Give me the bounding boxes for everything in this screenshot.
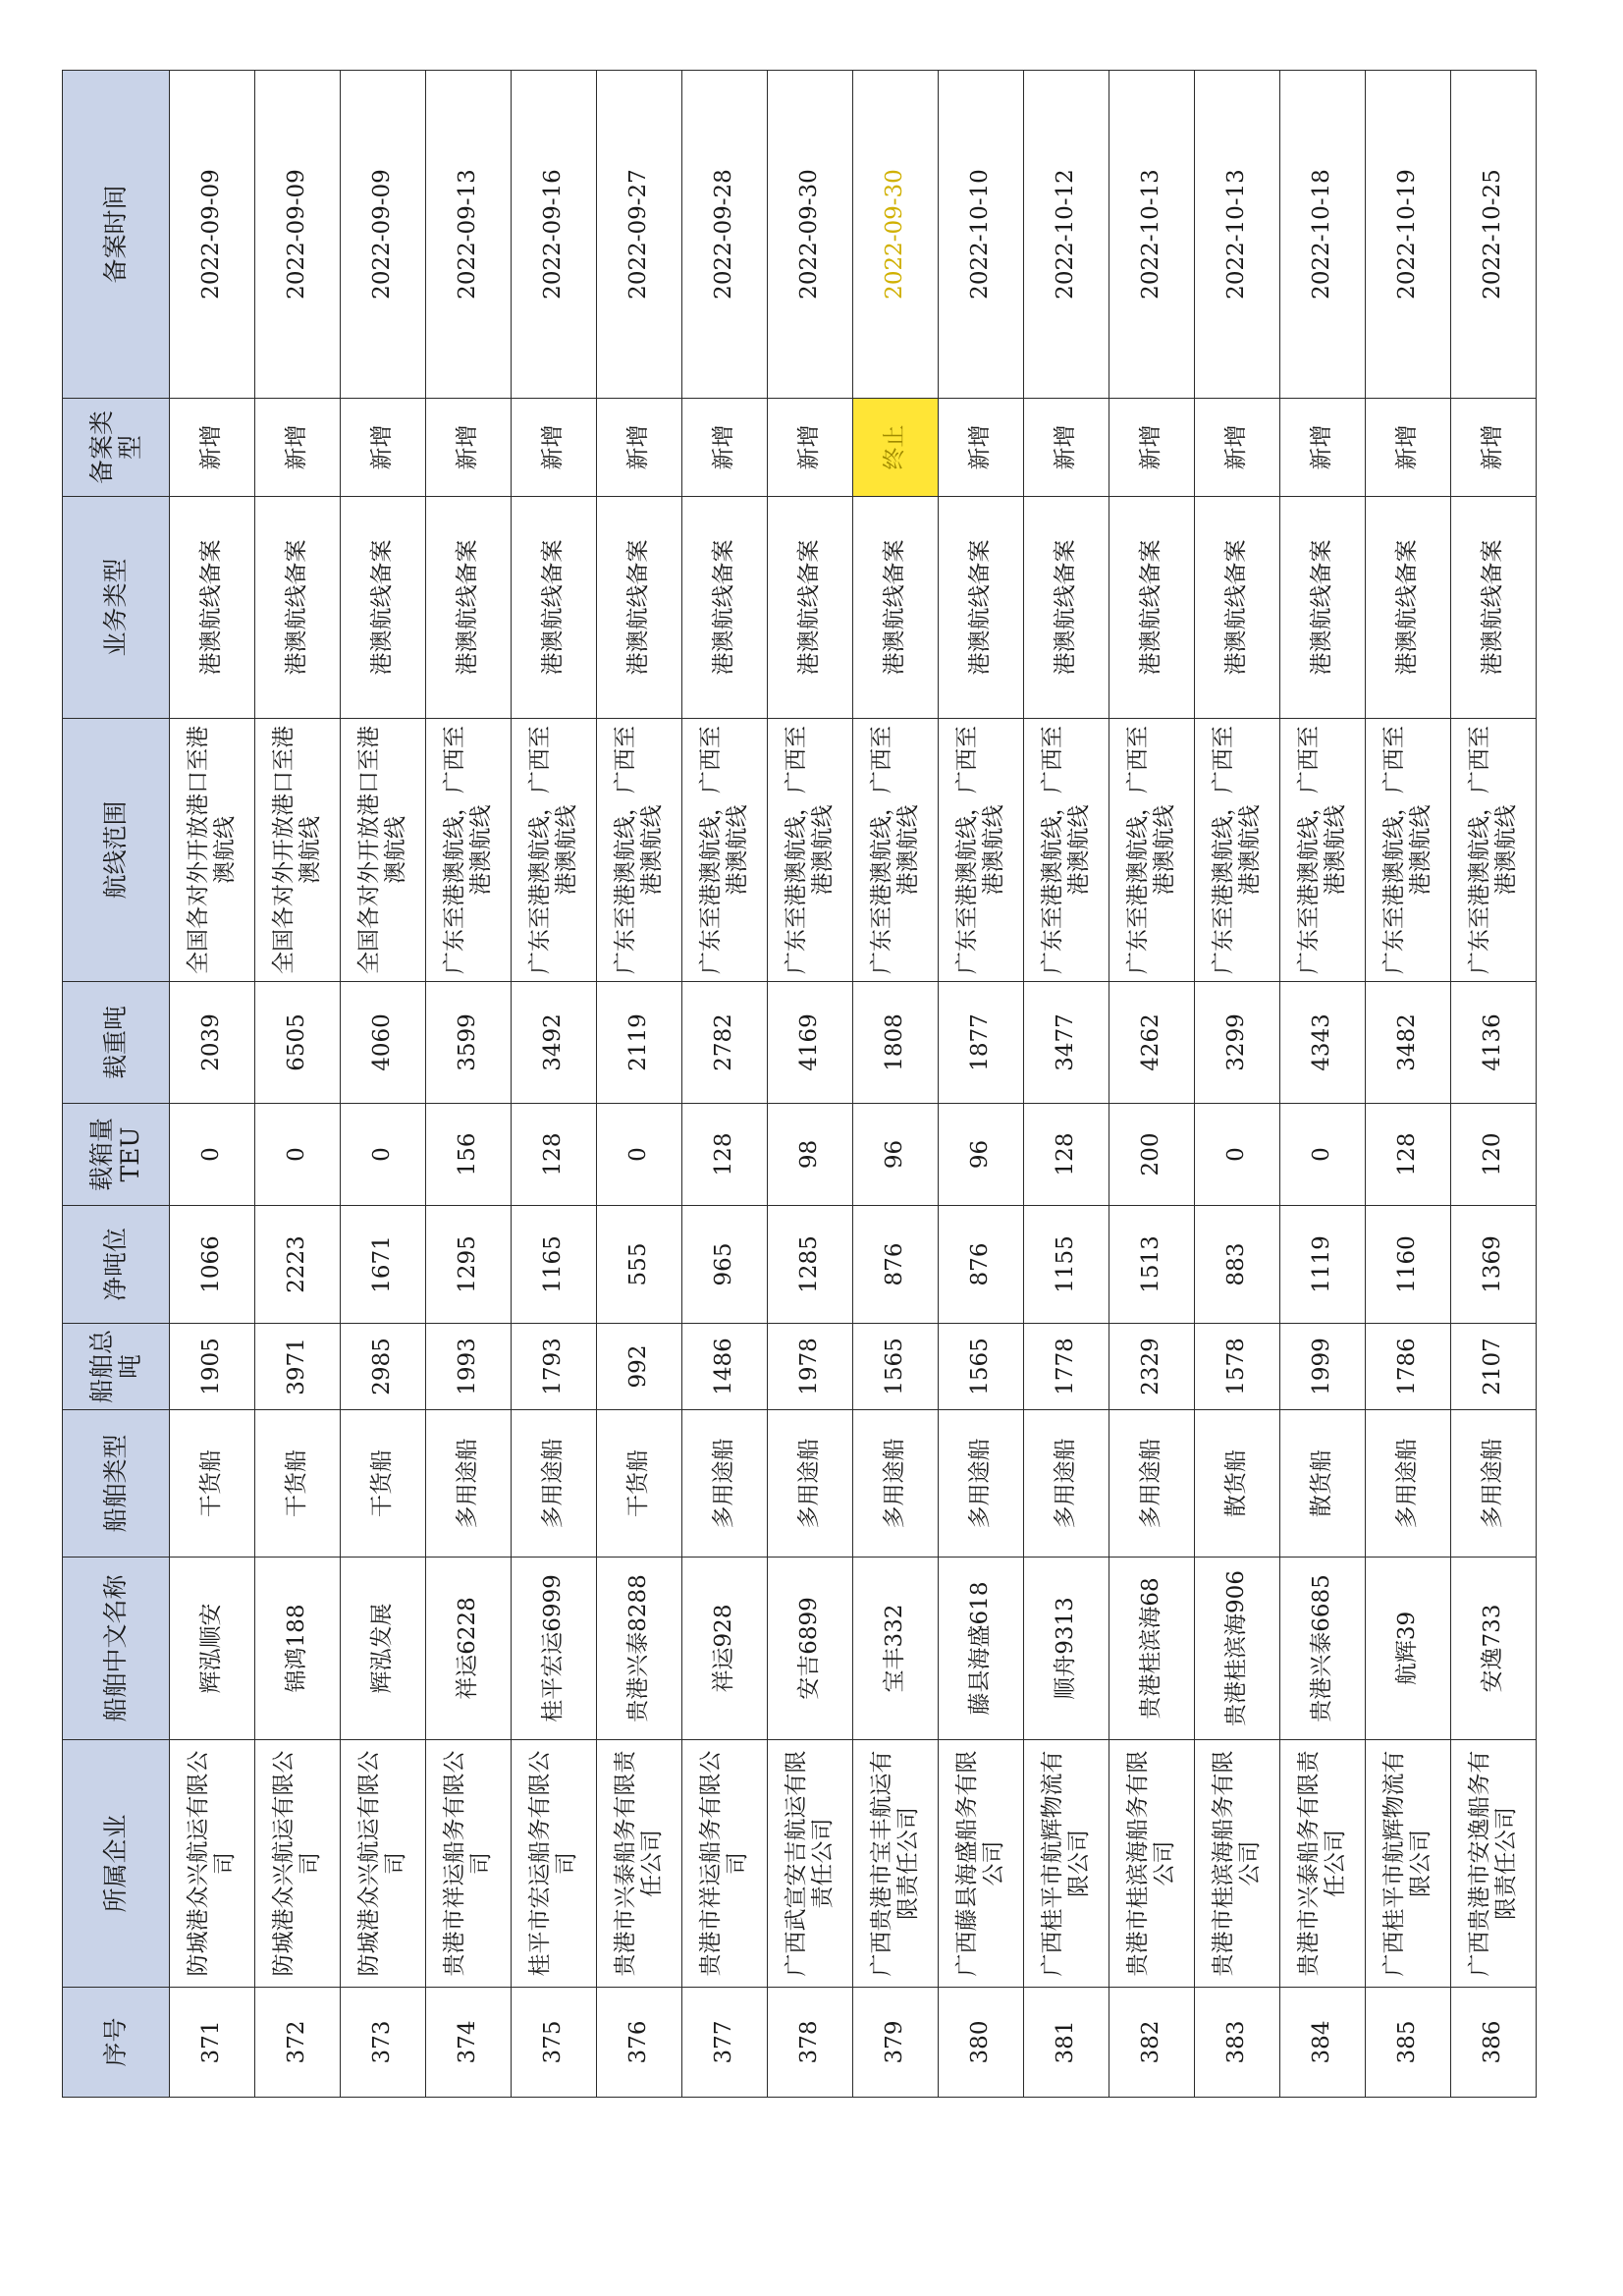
company-name: 贵港市桂滨海船务有限公司 bbox=[1195, 1740, 1280, 1988]
table-row bbox=[1280, 71, 1366, 2098]
teu-capacity: 128 bbox=[682, 1104, 768, 1206]
record-date: 2022-09-30 bbox=[853, 71, 939, 399]
row-number: 386 bbox=[1451, 1988, 1537, 2098]
gross-tonnage: 992 bbox=[597, 1324, 682, 1410]
filing-table bbox=[62, 70, 1537, 2098]
row-number: 383 bbox=[1195, 1988, 1280, 2098]
teu-capacity: 0 bbox=[1280, 1104, 1366, 1206]
row-number: 372 bbox=[255, 1988, 341, 2098]
record-date: 2022-10-12 bbox=[1024, 71, 1109, 399]
business-type: 港澳航线备案 bbox=[682, 497, 768, 719]
table-row bbox=[597, 71, 682, 2098]
gross-tonnage: 2329 bbox=[1109, 1324, 1195, 1410]
record-type: 新增 bbox=[768, 399, 853, 497]
record-type: 新增 bbox=[597, 399, 682, 497]
ship-type: 干货船 bbox=[597, 1410, 682, 1558]
route-scope: 广东至港澳航线，广西至港澳航线 bbox=[1366, 719, 1451, 982]
route-scope: 全国各对外开放港口至港澳航线 bbox=[341, 719, 426, 982]
record-date: 2022-10-13 bbox=[1195, 71, 1280, 399]
row-number: 376 bbox=[597, 1988, 682, 2098]
gross-tonnage: 1999 bbox=[1280, 1324, 1366, 1410]
header-teu: 载箱量TEU bbox=[63, 1104, 170, 1206]
net-tonnage: 2223 bbox=[255, 1206, 341, 1324]
gross-tonnage: 1578 bbox=[1195, 1324, 1280, 1410]
route-scope: 广东至港澳航线，广西至港澳航线 bbox=[1109, 719, 1195, 982]
route-scope: 广东至港澳航线，广西至港澳航线 bbox=[853, 719, 939, 982]
ship-type: 散货船 bbox=[1280, 1410, 1366, 1558]
teu-capacity: 128 bbox=[1366, 1104, 1451, 1206]
ship-type: 多用途船 bbox=[1366, 1410, 1451, 1558]
header-net-tonnage: 净吨位 bbox=[63, 1206, 170, 1324]
deadweight-tonnage: 6505 bbox=[255, 982, 341, 1104]
company-name: 防城港众兴航运有限公司 bbox=[170, 1740, 255, 1988]
record-date: 2022-10-18 bbox=[1280, 71, 1366, 399]
gross-tonnage: 3971 bbox=[255, 1324, 341, 1410]
ship-type: 多用途船 bbox=[512, 1410, 597, 1558]
row-number: 380 bbox=[939, 1988, 1024, 2098]
ship-type: 多用途船 bbox=[426, 1410, 512, 1558]
ship-name: 贵港兴泰6685 bbox=[1280, 1558, 1366, 1740]
company-name: 广西桂平市航辉物流有限公司 bbox=[1024, 1740, 1109, 1988]
deadweight-tonnage: 4060 bbox=[341, 982, 426, 1104]
header-ship-type: 船舶类型 bbox=[63, 1410, 170, 1558]
ship-type: 多用途船 bbox=[1024, 1410, 1109, 1558]
business-type: 港澳航线备案 bbox=[1451, 497, 1537, 719]
gross-tonnage: 1978 bbox=[768, 1324, 853, 1410]
gross-tonnage: 1486 bbox=[682, 1324, 768, 1410]
teu-capacity: 98 bbox=[768, 1104, 853, 1206]
company-name: 广西桂平市航辉物流有限公司 bbox=[1366, 1740, 1451, 1988]
company-name: 贵港市兴泰船务有限责任公司 bbox=[1280, 1740, 1366, 1988]
business-type: 港澳航线备案 bbox=[426, 497, 512, 719]
deadweight-tonnage: 2119 bbox=[597, 982, 682, 1104]
header-route: 航线范围 bbox=[63, 719, 170, 982]
teu-capacity: 0 bbox=[1195, 1104, 1280, 1206]
deadweight-tonnage: 4343 bbox=[1280, 982, 1366, 1104]
record-type: 新增 bbox=[1366, 399, 1451, 497]
gross-tonnage: 2107 bbox=[1451, 1324, 1537, 1410]
teu-capacity: 200 bbox=[1109, 1104, 1195, 1206]
row-number: 384 bbox=[1280, 1988, 1366, 2098]
ship-type: 多用途船 bbox=[853, 1410, 939, 1558]
table-row bbox=[426, 71, 512, 2098]
teu-capacity: 120 bbox=[1451, 1104, 1537, 1206]
route-scope: 全国各对外开放港口至港澳航线 bbox=[170, 719, 255, 982]
route-scope: 广东至港澳航线，广西至港澳航线 bbox=[1195, 719, 1280, 982]
ship-name: 安吉6899 bbox=[768, 1558, 853, 1740]
gross-tonnage: 1565 bbox=[853, 1324, 939, 1410]
net-tonnage: 1155 bbox=[1024, 1206, 1109, 1324]
route-scope: 广东至港澳航线，广西至港澳航线 bbox=[512, 719, 597, 982]
header-gross-tonnage: 船舶总吨 bbox=[63, 1324, 170, 1410]
net-tonnage: 1165 bbox=[512, 1206, 597, 1324]
gross-tonnage: 1993 bbox=[426, 1324, 512, 1410]
ship-name: 藤县海盛618 bbox=[939, 1558, 1024, 1740]
record-date: 2022-09-09 bbox=[341, 71, 426, 399]
table-row bbox=[341, 71, 426, 2098]
teu-capacity: 0 bbox=[255, 1104, 341, 1206]
record-type: 终止 bbox=[853, 399, 939, 497]
net-tonnage: 1369 bbox=[1451, 1206, 1537, 1324]
teu-capacity: 96 bbox=[939, 1104, 1024, 1206]
business-type: 港澳航线备案 bbox=[939, 497, 1024, 719]
row-number: 377 bbox=[682, 1988, 768, 2098]
deadweight-tonnage: 2782 bbox=[682, 982, 768, 1104]
ship-type: 干货船 bbox=[170, 1410, 255, 1558]
ship-type: 散货船 bbox=[1195, 1410, 1280, 1558]
record-type: 新增 bbox=[1280, 399, 1366, 497]
business-type: 港澳航线备案 bbox=[341, 497, 426, 719]
record-type: 新增 bbox=[512, 399, 597, 497]
ship-name: 祥运6228 bbox=[426, 1558, 512, 1740]
business-type: 港澳航线备案 bbox=[170, 497, 255, 719]
route-scope: 广东至港澳航线，广西至港澳航线 bbox=[426, 719, 512, 982]
route-scope: 广东至港澳航线，广西至港澳航线 bbox=[1451, 719, 1537, 982]
company-name: 防城港众兴航运有限公司 bbox=[341, 1740, 426, 1988]
row-number: 382 bbox=[1109, 1988, 1195, 2098]
record-date: 2022-09-09 bbox=[170, 71, 255, 399]
route-scope: 广东至港澳航线，广西至港澳航线 bbox=[768, 719, 853, 982]
table-row bbox=[170, 71, 255, 2098]
record-date: 2022-10-19 bbox=[1366, 71, 1451, 399]
ship-name: 顺舟9313 bbox=[1024, 1558, 1109, 1740]
record-type: 新增 bbox=[1109, 399, 1195, 497]
header-ship-name: 船舶中文名称 bbox=[63, 1558, 170, 1740]
deadweight-tonnage: 3599 bbox=[426, 982, 512, 1104]
route-scope: 广东至港澳航线，广西至港澳航线 bbox=[1024, 719, 1109, 982]
table-row bbox=[853, 71, 939, 2098]
table-row bbox=[682, 71, 768, 2098]
deadweight-tonnage: 3482 bbox=[1366, 982, 1451, 1104]
table-row bbox=[1451, 71, 1537, 2098]
deadweight-tonnage: 3299 bbox=[1195, 982, 1280, 1104]
table-header-row bbox=[63, 71, 170, 2098]
record-date: 2022-10-13 bbox=[1109, 71, 1195, 399]
record-type: 新增 bbox=[170, 399, 255, 497]
teu-capacity: 0 bbox=[341, 1104, 426, 1206]
teu-capacity: 128 bbox=[1024, 1104, 1109, 1206]
deadweight-tonnage: 1877 bbox=[939, 982, 1024, 1104]
net-tonnage: 1513 bbox=[1109, 1206, 1195, 1324]
record-date: 2022-10-25 bbox=[1451, 71, 1537, 399]
record-type: 新增 bbox=[682, 399, 768, 497]
business-type: 港澳航线备案 bbox=[1195, 497, 1280, 719]
teu-capacity: 0 bbox=[597, 1104, 682, 1206]
teu-capacity: 156 bbox=[426, 1104, 512, 1206]
net-tonnage: 876 bbox=[939, 1206, 1024, 1324]
ship-name: 航辉39 bbox=[1366, 1558, 1451, 1740]
ship-type: 多用途船 bbox=[1109, 1410, 1195, 1558]
business-type: 港澳航线备案 bbox=[1109, 497, 1195, 719]
ship-type: 干货船 bbox=[341, 1410, 426, 1558]
business-type: 港澳航线备案 bbox=[1024, 497, 1109, 719]
net-tonnage: 1295 bbox=[426, 1206, 512, 1324]
business-type: 港澳航线备案 bbox=[512, 497, 597, 719]
record-date: 2022-09-16 bbox=[512, 71, 597, 399]
header-no: 序号 bbox=[63, 1988, 170, 2098]
record-type: 新增 bbox=[426, 399, 512, 497]
ship-type: 多用途船 bbox=[1451, 1410, 1537, 1558]
record-type: 新增 bbox=[1024, 399, 1109, 497]
company-name: 广西武宣安吉航运有限责任公司 bbox=[768, 1740, 853, 1988]
record-type: 新增 bbox=[255, 399, 341, 497]
ship-name: 辉泓顺安 bbox=[170, 1558, 255, 1740]
deadweight-tonnage: 4136 bbox=[1451, 982, 1537, 1104]
teu-capacity: 128 bbox=[512, 1104, 597, 1206]
company-name: 贵港市祥运船务有限公司 bbox=[426, 1740, 512, 1988]
table-row bbox=[1366, 71, 1451, 2098]
gross-tonnage: 2985 bbox=[341, 1324, 426, 1410]
net-tonnage: 1671 bbox=[341, 1206, 426, 1324]
company-name: 广西贵港市宝丰航运有限责任公司 bbox=[853, 1740, 939, 1988]
record-type: 新增 bbox=[1451, 399, 1537, 497]
deadweight-tonnage: 3492 bbox=[512, 982, 597, 1104]
gross-tonnage: 1905 bbox=[170, 1324, 255, 1410]
company-name: 贵港市祥运船务有限公司 bbox=[682, 1740, 768, 1988]
deadweight-tonnage: 4262 bbox=[1109, 982, 1195, 1104]
route-scope: 广东至港澳航线，广西至港澳航线 bbox=[1280, 719, 1366, 982]
row-number: 373 bbox=[341, 1988, 426, 2098]
deadweight-tonnage: 2039 bbox=[170, 982, 255, 1104]
record-type: 新增 bbox=[341, 399, 426, 497]
record-date: 2022-09-28 bbox=[682, 71, 768, 399]
gross-tonnage: 1793 bbox=[512, 1324, 597, 1410]
table-row bbox=[768, 71, 853, 2098]
header-dwt: 载重吨 bbox=[63, 982, 170, 1104]
record-date: 2022-10-10 bbox=[939, 71, 1024, 399]
header-company: 所属企业 bbox=[63, 1740, 170, 1988]
ship-type: 多用途船 bbox=[939, 1410, 1024, 1558]
table-row bbox=[512, 71, 597, 2098]
deadweight-tonnage: 1808 bbox=[853, 982, 939, 1104]
business-type: 港澳航线备案 bbox=[597, 497, 682, 719]
company-name: 桂平市宏运船务有限公司 bbox=[512, 1740, 597, 1988]
ship-name: 贵港桂滨海906 bbox=[1195, 1558, 1280, 1740]
route-scope: 全国各对外开放港口至港澳航线 bbox=[255, 719, 341, 982]
row-number: 385 bbox=[1366, 1988, 1451, 2098]
business-type: 港澳航线备案 bbox=[1280, 497, 1366, 719]
net-tonnage: 1285 bbox=[768, 1206, 853, 1324]
route-scope: 广东至港澳航线，广西至港澳航线 bbox=[682, 719, 768, 982]
row-number: 375 bbox=[512, 1988, 597, 2098]
gross-tonnage: 1778 bbox=[1024, 1324, 1109, 1410]
table-row bbox=[1024, 71, 1109, 2098]
net-tonnage: 1119 bbox=[1280, 1206, 1366, 1324]
header-record-date: 备案时间 bbox=[63, 71, 170, 399]
ship-name: 辉泓发展 bbox=[341, 1558, 426, 1740]
table-row bbox=[939, 71, 1024, 2098]
row-number: 371 bbox=[170, 1988, 255, 2098]
ship-name: 贵港桂滨海68 bbox=[1109, 1558, 1195, 1740]
company-name: 广西贵港市安逸船务有限责任公司 bbox=[1451, 1740, 1537, 1988]
row-number: 374 bbox=[426, 1988, 512, 2098]
business-type: 港澳航线备案 bbox=[1366, 497, 1451, 719]
business-type: 港澳航线备案 bbox=[853, 497, 939, 719]
net-tonnage: 1066 bbox=[170, 1206, 255, 1324]
net-tonnage: 555 bbox=[597, 1206, 682, 1324]
table-row bbox=[255, 71, 341, 2098]
company-name: 广西藤县海盛船务有限公司 bbox=[939, 1740, 1024, 1988]
company-name: 贵港市兴泰船务有限责任公司 bbox=[597, 1740, 682, 1988]
row-number: 378 bbox=[768, 1988, 853, 2098]
company-name: 贵港市桂滨海船务有限公司 bbox=[1109, 1740, 1195, 1988]
net-tonnage: 883 bbox=[1195, 1206, 1280, 1324]
route-scope: 广东至港澳航线，广西至港澳航线 bbox=[939, 719, 1024, 982]
ship-name: 祥运928 bbox=[682, 1558, 768, 1740]
route-scope: 广东至港澳航线，广西至港澳航线 bbox=[597, 719, 682, 982]
net-tonnage: 1160 bbox=[1366, 1206, 1451, 1324]
row-number: 381 bbox=[1024, 1988, 1109, 2098]
ship-type: 干货船 bbox=[255, 1410, 341, 1558]
record-date: 2022-09-27 bbox=[597, 71, 682, 399]
deadweight-tonnage: 3477 bbox=[1024, 982, 1109, 1104]
record-date: 2022-09-30 bbox=[768, 71, 853, 399]
business-type: 港澳航线备案 bbox=[255, 497, 341, 719]
record-type: 新增 bbox=[939, 399, 1024, 497]
gross-tonnage: 1565 bbox=[939, 1324, 1024, 1410]
ship-name: 宝丰332 bbox=[853, 1558, 939, 1740]
record-date: 2022-09-09 bbox=[255, 71, 341, 399]
business-type: 港澳航线备案 bbox=[768, 497, 853, 719]
ship-type: 多用途船 bbox=[682, 1410, 768, 1558]
gross-tonnage: 1786 bbox=[1366, 1324, 1451, 1410]
teu-capacity: 0 bbox=[170, 1104, 255, 1206]
header-business-type: 业务类型 bbox=[63, 497, 170, 719]
company-name: 防城港众兴航运有限公司 bbox=[255, 1740, 341, 1988]
ship-name: 桂平宏运6999 bbox=[512, 1558, 597, 1740]
teu-capacity: 96 bbox=[853, 1104, 939, 1206]
ship-name: 贵港兴泰8288 bbox=[597, 1558, 682, 1740]
header-record-type: 备案类型 bbox=[63, 399, 170, 497]
row-number: 379 bbox=[853, 1988, 939, 2098]
table-row bbox=[1109, 71, 1195, 2098]
net-tonnage: 876 bbox=[853, 1206, 939, 1324]
ship-name: 安逸733 bbox=[1451, 1558, 1537, 1740]
record-date: 2022-09-13 bbox=[426, 71, 512, 399]
net-tonnage: 965 bbox=[682, 1206, 768, 1324]
ship-type: 多用途船 bbox=[768, 1410, 853, 1558]
table-row bbox=[1195, 71, 1280, 2098]
deadweight-tonnage: 4169 bbox=[768, 982, 853, 1104]
ship-name: 锦鸿188 bbox=[255, 1558, 341, 1740]
record-type: 新增 bbox=[1195, 399, 1280, 497]
